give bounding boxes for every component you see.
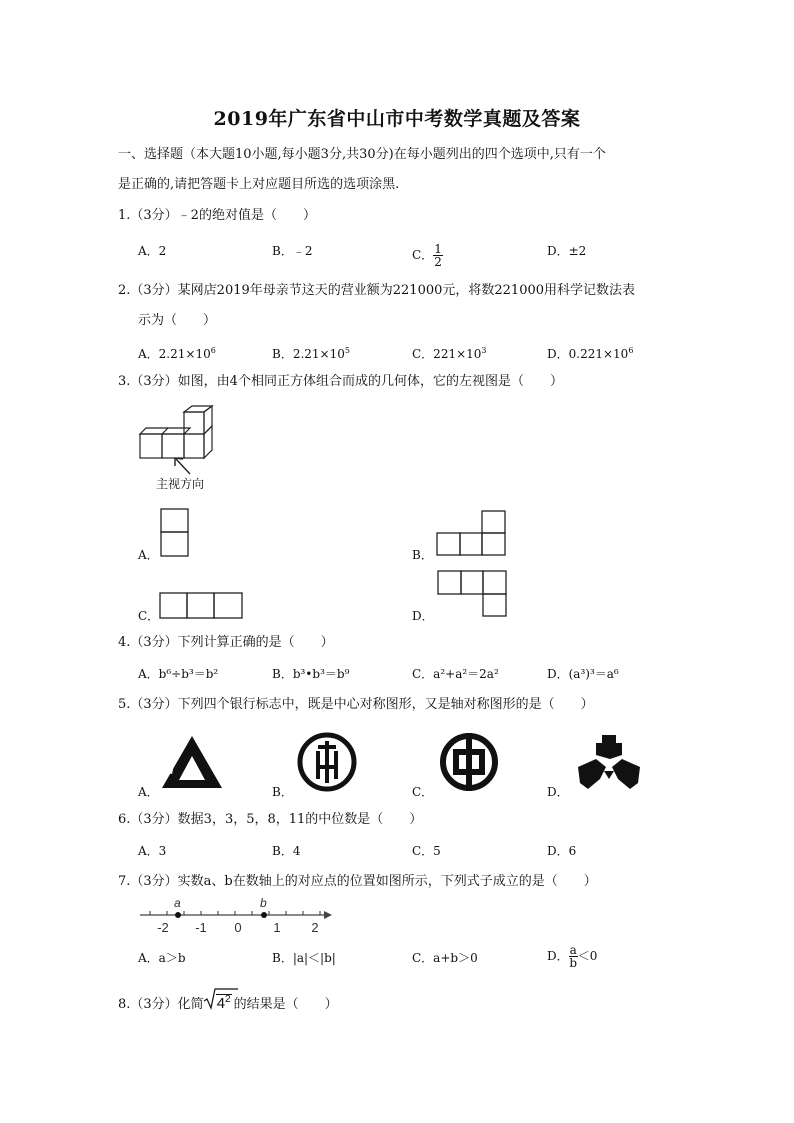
q3-option-b-view <box>436 510 508 556</box>
q6-option-a: A．3 <box>138 844 167 858</box>
q4-option-c: C．a²+a²＝2a² <box>412 667 499 681</box>
q7-number-line <box>138 898 338 938</box>
q5-option-a: A． <box>138 785 159 799</box>
q1-stem: 1.（3分）﹣2的绝对值是（ ） <box>118 208 316 223</box>
q4-option-a: A．b⁶÷b³＝b² <box>138 667 219 681</box>
q2-option-b <box>272 343 350 362</box>
q8-radicand-exponent: 2 <box>225 994 231 1005</box>
q5-option-d: D． <box>547 785 569 799</box>
q7-option-b: B．|a|＜|b| <box>272 951 336 965</box>
q1-option-b: B．﹣2 <box>272 244 313 258</box>
bank-logo-agricultural-icon <box>296 731 358 793</box>
sqrt-icon <box>204 988 216 1010</box>
tick-label: 0 <box>234 920 242 935</box>
q7-option-a: A．a＞b <box>138 951 186 965</box>
q6-option-c: C．5 <box>412 844 441 858</box>
q2-option-a-exponent: 6 <box>210 346 216 355</box>
q1-option-a: A．2 <box>138 244 167 258</box>
section-instruction-line2: 是正确的,请把答题卡上对应题目所选的选项涂黑. <box>118 177 400 192</box>
q2-option-c <box>412 343 487 362</box>
q6-option-b: B．4 <box>272 844 301 858</box>
q2-option-d-exponent: 6 <box>628 346 634 355</box>
q1-option-c <box>412 243 443 268</box>
q3-option-c-view <box>159 592 245 620</box>
point-b-marker <box>261 912 267 918</box>
q3-option-a: A． <box>138 548 159 562</box>
fraction-denominator: 2 <box>434 255 442 269</box>
bank-logo-triangle-icon <box>160 734 224 790</box>
q7-option-d-relation: ＜0 <box>577 949 598 963</box>
q3-option-d: D． <box>412 609 434 623</box>
section-instruction-line1: 一、选择题（本大题10小题,每小题3分,共30分)在每小题列出的四个选项中,只有一个 <box>118 147 606 162</box>
q7-option-d-fraction <box>569 944 578 969</box>
q2-option-d-label: D．0.221×10 <box>547 347 629 361</box>
bank-logo-china-icon <box>438 731 500 793</box>
q8-stem-prefix: 8.（3分）化简 <box>118 997 204 1012</box>
point-b-label: b <box>260 896 267 910</box>
q2-stem-line2: 示为（ ） <box>138 313 217 328</box>
point-a-marker <box>175 912 181 918</box>
q6-option-d: D．6 <box>547 844 577 858</box>
q7-option-c: C．a+b＞0 <box>412 951 478 965</box>
q2-option-b-exponent: 5 <box>344 346 350 355</box>
q6-stem: 6.（3分）数据3，3，5，8，11的中位数是（ ） <box>118 812 423 827</box>
fraction-numerator: a <box>569 943 577 957</box>
q3-stem: 3.（3分）如图，由4个相同正方体组合而成的几何体，它的左视图是（ ） <box>118 374 563 389</box>
tick-label: 2 <box>311 920 319 935</box>
bank-logo-construction-icon <box>574 733 644 791</box>
q2-option-c-label: C．221×10 <box>412 347 482 361</box>
q7-option-d-label: D． <box>547 949 569 963</box>
q5-option-c: C． <box>412 785 434 799</box>
q4-option-b: B．b³•b³＝b⁹ <box>272 667 350 681</box>
q2-option-a-label: A．2.21×10 <box>138 347 211 361</box>
q1-option-c-fraction <box>433 243 443 268</box>
q3-figure-label: 主视方向 <box>156 477 205 491</box>
tick-label: -1 <box>195 920 207 935</box>
q8-stem <box>118 991 338 1014</box>
fraction-numerator: 1 <box>434 242 442 256</box>
q5-stem: 5.（3分）下列四个银行标志中，既是中心对称图形，又是轴对称图形的是（ ） <box>118 697 594 712</box>
q3-option-d-view <box>437 570 509 618</box>
q5-option-b: B． <box>272 785 293 799</box>
q3-option-b: B． <box>412 548 433 562</box>
q3-option-c: C． <box>138 609 160 623</box>
q2-option-b-label: B．2.21×10 <box>272 347 345 361</box>
q1-option-d: D．±2 <box>547 244 587 258</box>
point-a-label: a <box>174 896 181 910</box>
tick-label: 1 <box>273 920 281 935</box>
q8-radicand-base: 4 <box>216 995 226 1012</box>
q4-stem: 4.（3分）下列计算正确的是（ ） <box>118 635 334 650</box>
view-direction-arrow-icon <box>170 456 194 476</box>
q2-stem-line1: 2.（3分）某网店2019年母亲节这天的营业额为221000元，将数221000用科学记数法表 <box>118 283 636 298</box>
q2-option-d <box>547 343 633 362</box>
q4-option-d: D．(a³)³＝a⁶ <box>547 667 619 681</box>
page-title: 2019年广东省中山市中考数学真题及答案 <box>213 108 581 130</box>
q8-radical <box>204 991 232 1014</box>
q1-option-c-label: C． <box>412 248 434 262</box>
q7-stem: 7.（3分）实数a、b在数轴上的对应点的位置如图所示，下列式子成立的是（ ） <box>118 874 597 889</box>
q3-option-a-view <box>160 508 190 558</box>
tick-label: -2 <box>157 920 169 935</box>
q7-option-d <box>547 944 597 969</box>
fraction-denominator: b <box>569 956 578 970</box>
q8-stem-suffix: 的结果是（ ） <box>233 997 338 1012</box>
q2-option-a <box>138 343 216 362</box>
q8-radicand <box>216 994 232 1012</box>
q2-option-c-exponent: 3 <box>481 346 487 355</box>
